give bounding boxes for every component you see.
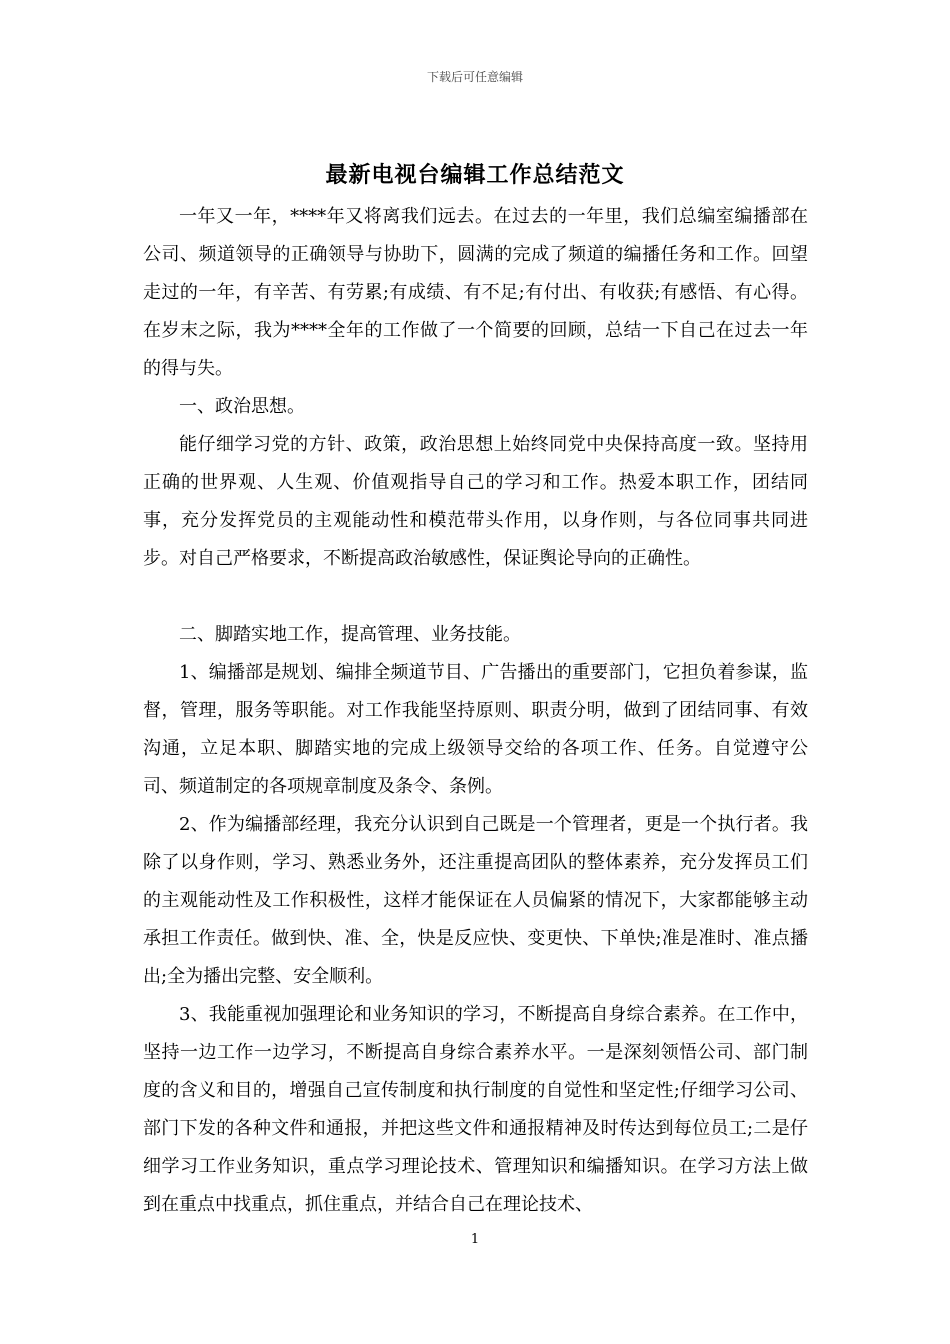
paragraph-intro: 一年又一年，****年又将离我们远去。在过去的一年里，我们总编室编播部在公司、频道领导的正确领导与协助下，圆满的完成了频道的编播任务和工作。回望走过的一年，有辛苦、有劳累;有成绩、有不足;有付出、有收获;有感悟、有心得。在岁末之际，我为****全年的工作做了一个简要的回顾，总结一下自己在过去一年的得与失。	[143, 206, 808, 379]
header-note: 下载后可任意编辑	[426, 70, 523, 84]
paragraph-item-1: 1、编播部是规划、编排全频道节目、广告播出的重要部门，它担负着参谋，监督，管理，服务等职能。对工作我能坚持原则、职责分明，做到了团结同事、有效沟通，立足本职、脚踏实地的完成上级领导交给的各项工作、任务。自觉遵守公司、频道制定的各项规章制度及条令、条例。	[143, 662, 808, 797]
document-body	[143, 198, 808, 1224]
paragraph-politics: 能仔细学习党的方针、政策，政治思想上始终同党中央保持高度一致。坚持用正确的世界观、人生观、价值观指导自己的学习和工作。热爱本职工作，团结同事，充分发挥党员的主观能动性和模范带头作用，以身作则，与各位同事共同进步。对自己严格要求，不断提高政治敏感性，保证舆论导向的正确性。	[143, 434, 808, 569]
page-number: 1	[470, 1232, 480, 1247]
section-heading-work: 二、脚踏实地工作，提高管理、业务技能。	[179, 624, 521, 645]
document-title: 最新电视台编辑工作总结范文	[325, 162, 625, 188]
section-heading-politics: 一、政治思想。	[179, 396, 305, 417]
paragraph-item-3: 3、我能重视加强理论和业务知识的学习，不断提高自身综合素养。在工作中，坚持一边工作一边学习，不断提高自身综合素养水平。一是深刻领悟公司、部门制度的含义和目的，增强自己宣传制度和执行制度的自觉性和坚定性;仔细学习公司、部门下发的各种文件和通报，并把这些文件和通报精神及时传达到每位员工;二是仔细学习工作业务知识，重点学习理论技术、管理知识和编播知识。在学习方法上做到在重点中找重点，抓住重点，并结合自己在理论技术、	[143, 1004, 808, 1215]
paragraph-item-2: 2、作为编播部经理，我充分认识到自己既是一个管理者，更是一个执行者。我除了以身作则，学习、熟悉业务外，还注重提高团队的整体素养，充分发挥员工们的主观能动性及工作积极性，这样才能保证在人员偏紧的情况下，大家都能够主动承担工作责任。做到快、准、全，快是反应快、变更快、下单快;准是准时、准点播出;全为播出完整、安全顺利。	[143, 814, 808, 987]
